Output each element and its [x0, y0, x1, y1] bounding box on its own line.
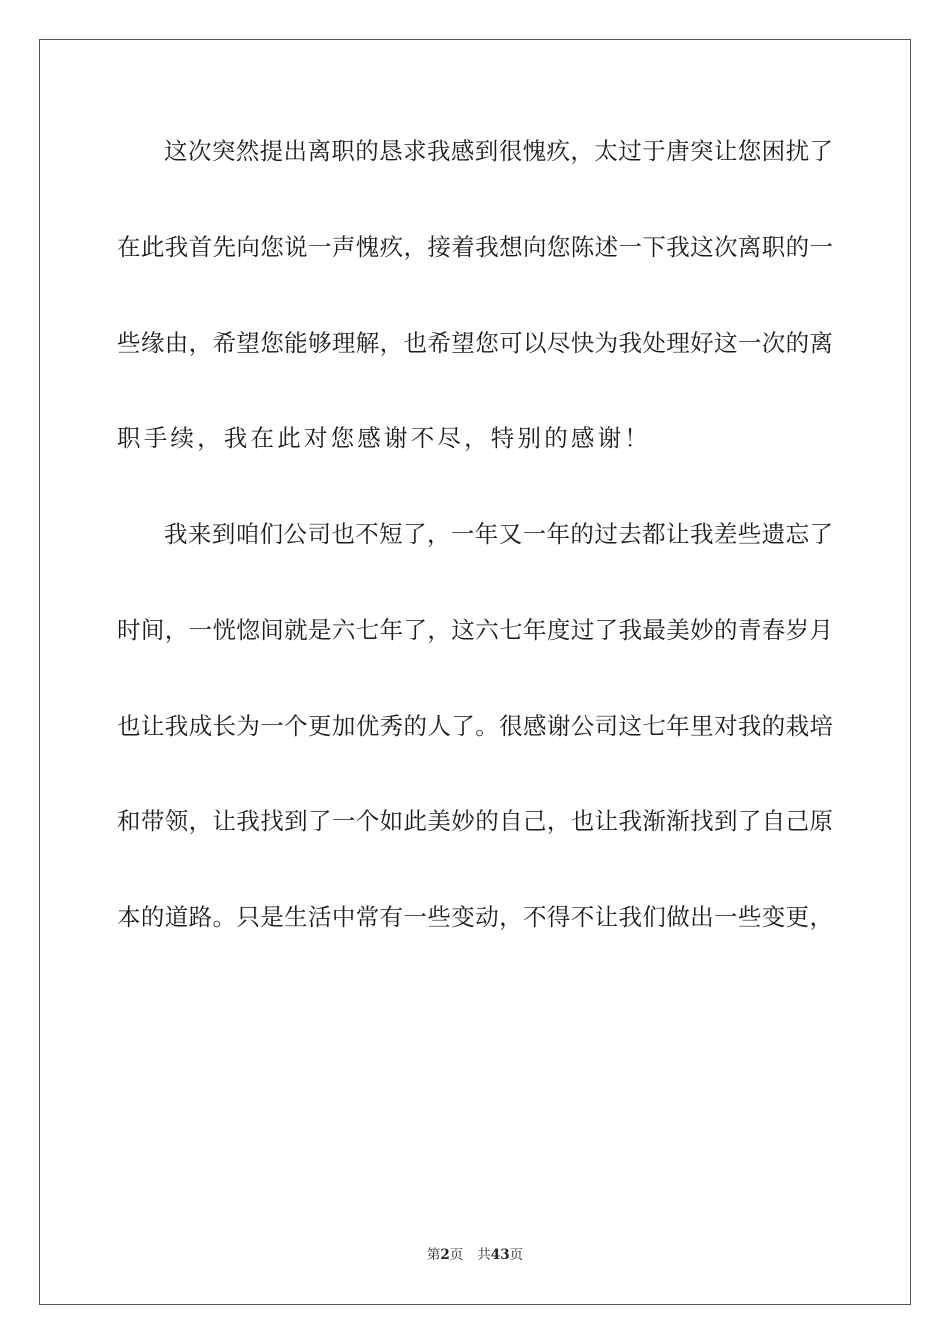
- paragraph-1-line-2: 在此我首先向您说一声愧疚，接着我想向您陈述一下我这次离职的一: [117, 233, 833, 261]
- page-suffix: 页: [449, 1247, 464, 1263]
- total-page-count: 43: [490, 1247, 510, 1263]
- page-prefix: 第: [426, 1247, 441, 1263]
- paragraph-1-line-1: 这次突然提出离职的恳求我感到很愧疚，太过于唐突让您困扰了: [164, 137, 833, 165]
- page-footer: [0, 1245, 950, 1265]
- total-suffix: 页: [509, 1247, 524, 1263]
- paragraph-1-line-4: 职手续，我在此对您感谢不尽，特别的感谢！: [117, 424, 651, 452]
- paragraph-1-line-3: 些缘由，希望您能够理解，也希望您可以尽快为我处理好这一次的离: [117, 329, 833, 357]
- paragraph-2-line-5: 本的道路。只是生活中常有一些变动，不得不让我们做出一些变更，: [117, 903, 833, 931]
- page-border: [39, 39, 911, 1305]
- paragraph-2-line-1: 我来到咱们公司也不短了，一年又一年的过去都让我差些遗忘了: [164, 520, 833, 548]
- paragraph-2-line-2: 时间，一恍惚间就是六七年了，这六七年度过了我最美妙的青春岁月: [117, 616, 833, 644]
- paragraph-2-line-3: 也让我成长为一个更加优秀的人了。很感谢公司这七年里对我的栽培: [117, 712, 833, 740]
- total-prefix: 共: [477, 1247, 491, 1263]
- paragraph-2-line-4: 和带领，让我找到了一个如此美妙的自己，也让我渐渐找到了自己原: [117, 807, 833, 835]
- current-page-number: 2: [440, 1247, 450, 1263]
